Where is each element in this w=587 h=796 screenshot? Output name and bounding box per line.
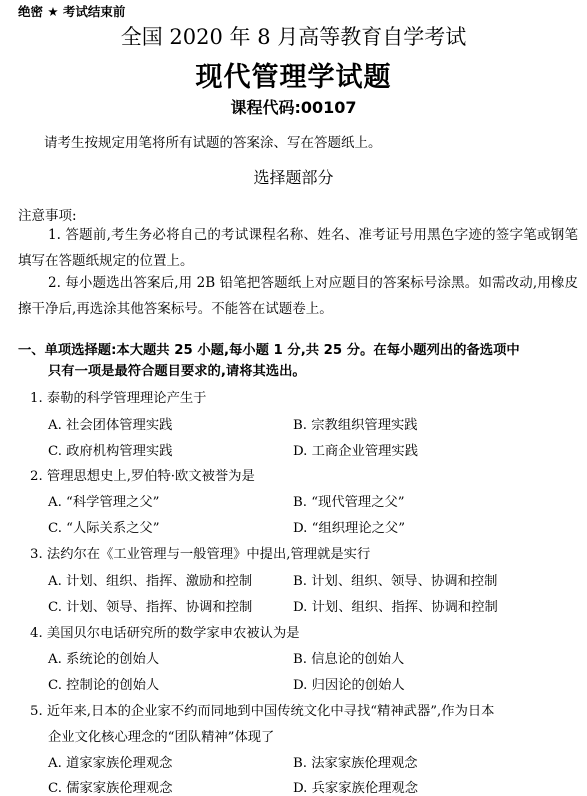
question-option: D. 兵家家族伦理观念	[293, 781, 419, 796]
course-code: 课程代码:00107	[230, 98, 357, 117]
question-option: B. “现代管理之父”	[293, 495, 405, 510]
exam-title: 全国 2020 年 8 月高等教育自学考试	[120, 25, 467, 49]
question-option: B. 信息论的创始人	[293, 652, 405, 667]
question-option: C. 计划、领导、指挥、协调和控制	[48, 600, 253, 615]
instruction-text: 请考生按规定用笔将所有试题的答案涂、写在答题纸上。	[44, 135, 382, 151]
part-one-heading-line1: 一、单项选择题:本大题共 25 小题,每小题 1 分,共 25 分。在每小题列出的备选项中	[18, 343, 520, 358]
question-option: D. 归因论的创始人	[293, 678, 405, 693]
section-title: 选择题部分	[253, 168, 334, 187]
part-one-heading-line2: 只有一项是最符合题目要求的,请将其选出。	[48, 364, 306, 379]
notes-heading: 注意事项:	[18, 208, 77, 224]
question-option: C. 儒家家族伦理观念	[48, 781, 173, 796]
question-option: A. 系统论的创始人	[48, 652, 160, 667]
question-stem: 4. 美国贝尔电话研究所的数学家申农被认为是	[30, 626, 300, 641]
question-stem-continuation: 企业文化核心理念的“团队精神”体现了	[48, 730, 275, 745]
note-item: 2. 每小题选出答案后,用 2B 铅笔把答题纸上对应题目的答案标号涂黑。如需改动,用橡皮擦干净后,再选涂其他答案标号。不能答在试题卷上。	[18, 275, 578, 317]
question-option: B. 宗教组织管理实践	[293, 418, 418, 433]
question-option: A. 道家家族伦理观念	[48, 756, 173, 771]
question-option: C. “人际关系之父”	[48, 521, 160, 536]
question-stem: 3. 法约尔在《工业管理与一般管理》中提出,管理就是实行	[30, 547, 371, 562]
question-option: A. 计划、组织、指挥、激励和控制	[48, 574, 253, 589]
question-option: C. 控制论的创始人	[48, 678, 160, 693]
question-option: A. “科学管理之父”	[48, 495, 160, 510]
question-option: A. 社会团体管理实践	[48, 418, 173, 433]
note-item: 1. 答题前,考生务必将自己的考试课程名称、姓名、准考证号用黑色字迹的签字笔或钢笔填写在答题纸规定的位置上。	[18, 227, 578, 269]
question-stem: 5. 近年来,日本的企业家不约而同地到中国传统文化中寻找“精神武器”,作为日本	[30, 704, 495, 719]
question-option: C. 政府机构管理实践	[48, 444, 173, 459]
question-option: D. 计划、组织、指挥、协调和控制	[293, 600, 498, 615]
part-one-heading	[18, 340, 573, 382]
question-option: B. 计划、组织、领导、协调和控制	[293, 574, 498, 589]
question-stem: 1. 泰勒的科学管理理论产生于	[30, 391, 207, 406]
subject-title: 现代管理学试题	[195, 62, 392, 93]
question-option: D. “组织理论之父”	[293, 521, 406, 536]
question-option: D. 工商企业管理实践	[293, 444, 419, 459]
question-stem: 2. 管理思想史上,罗伯特·欧文被誉为是	[30, 469, 255, 484]
question-option: B. 法家家族伦理观念	[293, 756, 418, 771]
secret-mark: 绝密 ★ 考试结束前	[18, 4, 126, 19]
